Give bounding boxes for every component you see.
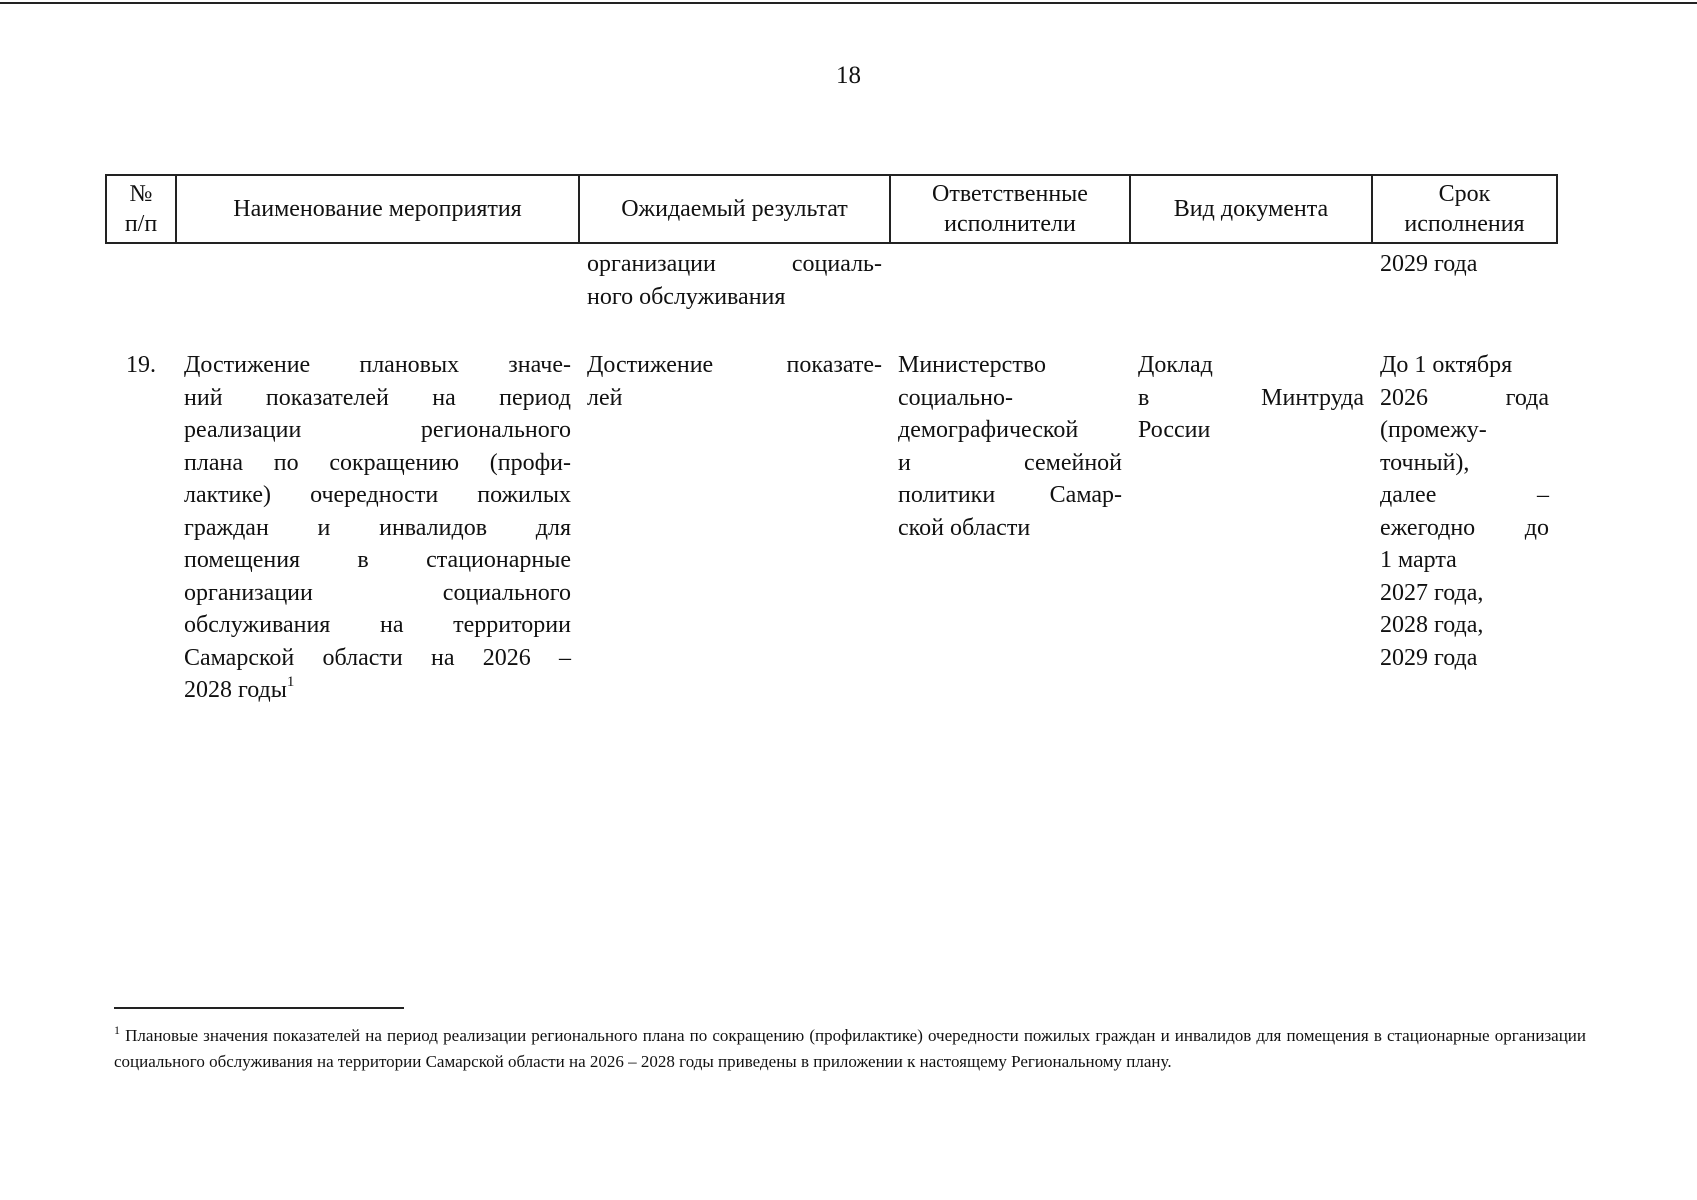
header-executors-line-2: исполнители [944, 211, 1076, 237]
text-line: демографической [898, 417, 1079, 443]
table-header-row [106, 175, 1557, 243]
cell-document-type [1130, 243, 1372, 347]
text-line: Министерство [898, 352, 1046, 378]
measures-table [105, 174, 1558, 707]
text-line: 2026 года [1380, 384, 1549, 411]
text-line: 2029 года [1380, 644, 1478, 671]
cell-measure-name [176, 243, 579, 347]
text-line: 2029 года [1380, 251, 1478, 277]
header-measure-name: Наименование мероприятия [176, 175, 579, 243]
text-line: Достижение плановых значе- [184, 352, 571, 378]
footnote-reference: 1 [286, 674, 295, 690]
header-expected-result: Ожидаемый результат [579, 175, 890, 243]
text-line: Достижение показате- [587, 352, 882, 378]
cell-number [106, 243, 176, 347]
text-line: (промежу- [1380, 417, 1487, 443]
header-deadline-line-2: исполнения [1404, 211, 1525, 237]
cell-expected-result [579, 243, 890, 347]
table-row-19 [106, 347, 1557, 707]
cell-document-type [1130, 347, 1372, 707]
header-deadline-line-1: Срок [1438, 181, 1491, 207]
cell-executors [890, 243, 1130, 347]
cell-deadline [1372, 243, 1557, 347]
cell-number: 19. [126, 352, 156, 378]
text-line: организации социаль- [587, 251, 882, 277]
text-line: 2028 года, [1380, 612, 1484, 638]
text-line: далее – [1380, 482, 1549, 508]
text-line: Самарской области на 2026 – [184, 644, 571, 671]
text-line: граждан и инвалидов для [184, 514, 571, 541]
table-row-continuation [106, 243, 1557, 347]
header-number [106, 175, 176, 243]
text-line: лей [587, 384, 623, 411]
text-line [184, 674, 571, 707]
text-line: Доклад [1138, 352, 1213, 378]
footnote-text: Плановые значения показателей на период реализации регионального плана по сокращению (профилактике) очередности пожилых граждан и инвалидов для помещения в стационарные организации социального обслуживания на территории Самарской области на 2026 – 2028 годы приведены в приложении к настоящему Региональному плану. [114, 1026, 1587, 1071]
cell-executors [890, 347, 1130, 707]
footnote-separator [114, 1007, 404, 1009]
text-line: плана по сокращению (профи- [184, 449, 571, 476]
cell-measure-name [176, 347, 579, 707]
header-executors [890, 175, 1130, 243]
text-line: России [1138, 417, 1211, 443]
text-line: обслуживания на территории [184, 612, 571, 638]
cell-deadline [1372, 347, 1557, 707]
cell-expected-result [579, 347, 890, 707]
text-line: 1 марта [1380, 547, 1457, 573]
text-line: помещения в стационарные [184, 547, 571, 573]
text-line: в Минтруда [1138, 384, 1364, 411]
text-line: ного обслуживания [587, 283, 786, 310]
text-line: ний показателей на период [184, 384, 571, 411]
footnote [114, 1023, 1586, 1075]
header-number-line-1: № [129, 181, 153, 207]
header-executors-line-1: Ответственные [932, 181, 1088, 207]
text-line: организации социального [184, 579, 571, 606]
header-deadline [1372, 175, 1557, 243]
text-line: реализации регионального [184, 417, 571, 443]
header-document-type: Вид документа [1130, 175, 1372, 243]
text-line: точный), [1380, 449, 1470, 476]
text-line: До 1 октября [1380, 352, 1513, 378]
text-line: политики Самар- [898, 482, 1122, 508]
text-line: ской области [898, 514, 1031, 541]
text-line: лактике) очередности пожилых [184, 482, 571, 508]
text-line: социально- [898, 384, 1013, 411]
page-number: 18 [836, 62, 861, 89]
text-line: ежегодно до [1380, 514, 1549, 541]
footnote-mark: 1 [114, 1023, 120, 1037]
text-segment: 2028 годы [184, 677, 287, 703]
header-number-line-2: п/п [124, 211, 158, 237]
text-line: 2027 года, [1380, 579, 1484, 606]
top-border-line [0, 2, 1697, 4]
text-line: и семейной [898, 449, 1122, 476]
